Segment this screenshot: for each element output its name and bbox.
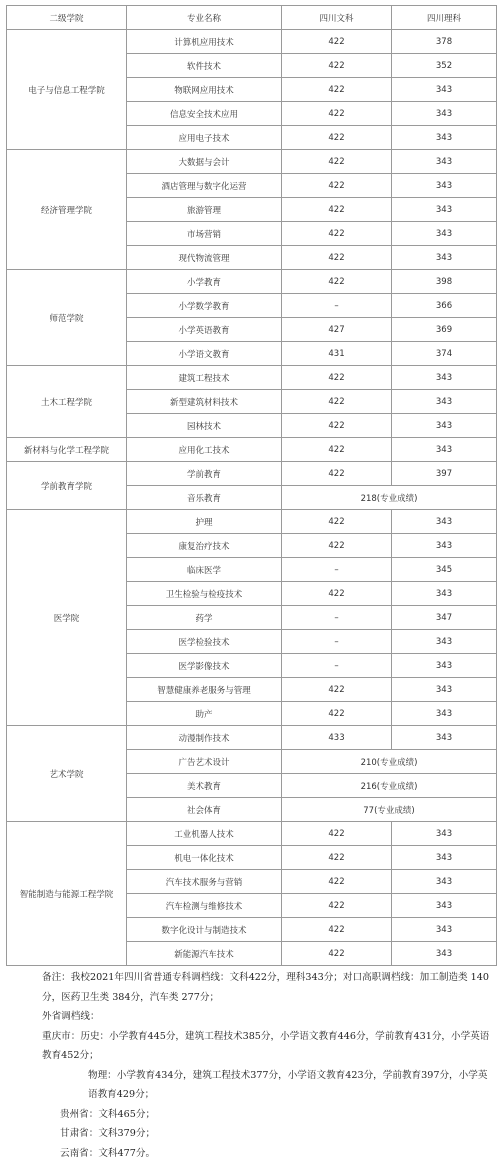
major-cell: 计算机应用技术 — [127, 30, 282, 54]
score-wen-cell: 422 — [282, 894, 392, 918]
college-cell: 智能制造与能源工程学院 — [7, 822, 127, 966]
note-line: 物理：小学教育434分，建筑工程技术377分，小学语文教育423分，学前教育397分，小学英语教育429分； — [8, 1066, 494, 1105]
note-line: 贵州省：文科465分； — [8, 1105, 494, 1125]
major-cell: 软件技术 — [127, 54, 282, 78]
score-wen-cell: 422 — [282, 438, 392, 462]
score-li-cell: 343 — [392, 894, 497, 918]
major-cell: 酒店管理与数字化运营 — [127, 174, 282, 198]
merged-score-cell: 218(专业成绩) — [282, 486, 497, 510]
note-line: 云南省：文科477分。 — [8, 1144, 494, 1163]
score-wen-cell: 422 — [282, 534, 392, 558]
score-li-cell: 343 — [392, 102, 497, 126]
major-cell: 应用化工技术 — [127, 438, 282, 462]
major-cell: 大数据与会计 — [127, 150, 282, 174]
header-sichuan-li: 四川理科 — [392, 6, 497, 30]
score-li-cell: 343 — [392, 582, 497, 606]
score-wen-cell: 422 — [282, 246, 392, 270]
major-cell: 建筑工程技术 — [127, 366, 282, 390]
major-cell: 汽车技术服务与营销 — [127, 870, 282, 894]
major-cell: 小学教育 — [127, 270, 282, 294]
major-cell: 旅游管理 — [127, 198, 282, 222]
major-cell: 社会体育 — [127, 798, 282, 822]
college-cell: 师范学院 — [7, 270, 127, 366]
table-row — [7, 510, 497, 534]
score-wen-cell: 422 — [282, 678, 392, 702]
score-li-cell: 343 — [392, 918, 497, 942]
score-wen-cell: 422 — [282, 942, 392, 966]
table-body — [7, 30, 497, 966]
major-cell: 智慧健康养老服务与管理 — [127, 678, 282, 702]
note-line: 备注：我校2021年四川省普通专科调档线：文科422分，理科343分；对口高职调档线：加工制造类 140分，医药卫生类 384分，汽车类 277分； — [8, 968, 494, 1007]
college-cell: 学前教育学院 — [7, 462, 127, 510]
score-li-cell: 343 — [392, 246, 497, 270]
score-wen-cell: – — [282, 654, 392, 678]
score-wen-cell: 422 — [282, 846, 392, 870]
score-wen-cell: 422 — [282, 270, 392, 294]
score-wen-cell: 427 — [282, 318, 392, 342]
score-li-cell: 343 — [392, 534, 497, 558]
score-li-cell: 343 — [392, 630, 497, 654]
merged-score-cell: 77(专业成绩) — [282, 798, 497, 822]
college-cell: 电子与信息工程学院 — [7, 30, 127, 150]
score-li-cell: 343 — [392, 678, 497, 702]
major-cell: 医学影像技术 — [127, 654, 282, 678]
major-cell: 汽车检测与维修技术 — [127, 894, 282, 918]
merged-score-cell: 210(专业成绩) — [282, 750, 497, 774]
score-wen-cell: – — [282, 558, 392, 582]
table-row — [7, 726, 497, 750]
score-wen-cell: 422 — [282, 174, 392, 198]
score-wen-cell: 433 — [282, 726, 392, 750]
table-row — [7, 438, 497, 462]
major-cell: 新能源汽车技术 — [127, 942, 282, 966]
score-wen-cell: 422 — [282, 390, 392, 414]
major-cell: 小学英语教育 — [127, 318, 282, 342]
major-cell: 现代物流管理 — [127, 246, 282, 270]
college-cell: 艺术学院 — [7, 726, 127, 822]
score-li-cell: 343 — [392, 174, 497, 198]
score-wen-cell: 422 — [282, 510, 392, 534]
score-li-cell: 352 — [392, 54, 497, 78]
major-cell: 物联网应用技术 — [127, 78, 282, 102]
header-college: 二级学院 — [7, 6, 127, 30]
score-li-cell: 343 — [392, 654, 497, 678]
score-li-cell: 343 — [392, 942, 497, 966]
score-wen-cell: 422 — [282, 222, 392, 246]
score-li-cell: 343 — [392, 822, 497, 846]
major-cell: 应用电子技术 — [127, 126, 282, 150]
score-li-cell: 378 — [392, 30, 497, 54]
college-cell: 经济管理学院 — [7, 150, 127, 270]
score-li-cell: 345 — [392, 558, 497, 582]
note-line: 外省调档线： — [8, 1007, 494, 1027]
score-li-cell: 343 — [392, 510, 497, 534]
major-cell: 园林技术 — [127, 414, 282, 438]
score-wen-cell: 422 — [282, 702, 392, 726]
major-cell: 小学语文教育 — [127, 342, 282, 366]
major-cell: 康复治疗技术 — [127, 534, 282, 558]
major-cell: 助产 — [127, 702, 282, 726]
score-wen-cell: – — [282, 630, 392, 654]
major-cell: 药学 — [127, 606, 282, 630]
score-wen-cell: 422 — [282, 126, 392, 150]
major-cell: 市场营销 — [127, 222, 282, 246]
score-li-cell: 343 — [392, 150, 497, 174]
major-cell: 小学数学教育 — [127, 294, 282, 318]
table-row — [7, 150, 497, 174]
admission-score-table — [6, 5, 497, 966]
merged-score-cell: 216(专业成绩) — [282, 774, 497, 798]
major-cell: 广告艺术设计 — [127, 750, 282, 774]
score-wen-cell: 422 — [282, 918, 392, 942]
score-li-cell: 343 — [392, 870, 497, 894]
college-cell: 土木工程学院 — [7, 366, 127, 438]
score-li-cell: 343 — [392, 726, 497, 750]
score-wen-cell: 431 — [282, 342, 392, 366]
score-wen-cell: 422 — [282, 366, 392, 390]
score-li-cell: 347 — [392, 606, 497, 630]
score-li-cell: 343 — [392, 390, 497, 414]
score-li-cell: 343 — [392, 366, 497, 390]
table-row — [7, 366, 497, 390]
score-wen-cell: 422 — [282, 870, 392, 894]
notes-section — [8, 968, 494, 1163]
score-li-cell: 374 — [392, 342, 497, 366]
college-cell: 新材料与化学工程学院 — [7, 438, 127, 462]
score-wen-cell: 422 — [282, 30, 392, 54]
score-wen-cell: – — [282, 294, 392, 318]
score-li-cell: 343 — [392, 198, 497, 222]
score-li-cell: 343 — [392, 702, 497, 726]
score-li-cell: 343 — [392, 78, 497, 102]
major-cell: 新型建筑材料技术 — [127, 390, 282, 414]
score-li-cell: 369 — [392, 318, 497, 342]
score-li-cell: 343 — [392, 126, 497, 150]
table-row — [7, 822, 497, 846]
major-cell: 机电一体化技术 — [127, 846, 282, 870]
score-wen-cell: 422 — [282, 150, 392, 174]
major-cell: 学前教育 — [127, 462, 282, 486]
score-wen-cell: – — [282, 606, 392, 630]
table-row — [7, 30, 497, 54]
table-row — [7, 462, 497, 486]
major-cell: 动漫制作技术 — [127, 726, 282, 750]
score-li-cell: 343 — [392, 846, 497, 870]
score-wen-cell: 422 — [282, 54, 392, 78]
major-cell: 美术教育 — [127, 774, 282, 798]
score-li-cell: 398 — [392, 270, 497, 294]
major-cell: 工业机器人技术 — [127, 822, 282, 846]
major-cell: 医学检验技术 — [127, 630, 282, 654]
major-cell: 音乐教育 — [127, 486, 282, 510]
score-wen-cell: 422 — [282, 198, 392, 222]
score-wen-cell: 422 — [282, 102, 392, 126]
score-li-cell: 397 — [392, 462, 497, 486]
major-cell: 信息安全技术应用 — [127, 102, 282, 126]
score-wen-cell: 422 — [282, 462, 392, 486]
score-li-cell: 343 — [392, 414, 497, 438]
score-wen-cell: 422 — [282, 78, 392, 102]
score-li-cell: 343 — [392, 438, 497, 462]
score-wen-cell: 422 — [282, 822, 392, 846]
major-cell: 护理 — [127, 510, 282, 534]
major-cell: 数字化设计与制造技术 — [127, 918, 282, 942]
score-li-cell: 343 — [392, 222, 497, 246]
major-cell: 临床医学 — [127, 558, 282, 582]
score-li-cell: 366 — [392, 294, 497, 318]
header-sichuan-wen: 四川文科 — [282, 6, 392, 30]
major-cell: 卫生检验与检疫技术 — [127, 582, 282, 606]
score-wen-cell: 422 — [282, 414, 392, 438]
table-header-row — [7, 6, 497, 30]
college-cell: 医学院 — [7, 510, 127, 726]
header-major: 专业名称 — [127, 6, 282, 30]
score-wen-cell: 422 — [282, 582, 392, 606]
note-line: 重庆市：历史：小学教育445分，建筑工程技术385分，小学语文教育446分，学前教育431分，小学英语教育452分； — [8, 1027, 494, 1066]
note-line: 甘肃省：文科379分； — [8, 1124, 494, 1144]
table-row — [7, 270, 497, 294]
